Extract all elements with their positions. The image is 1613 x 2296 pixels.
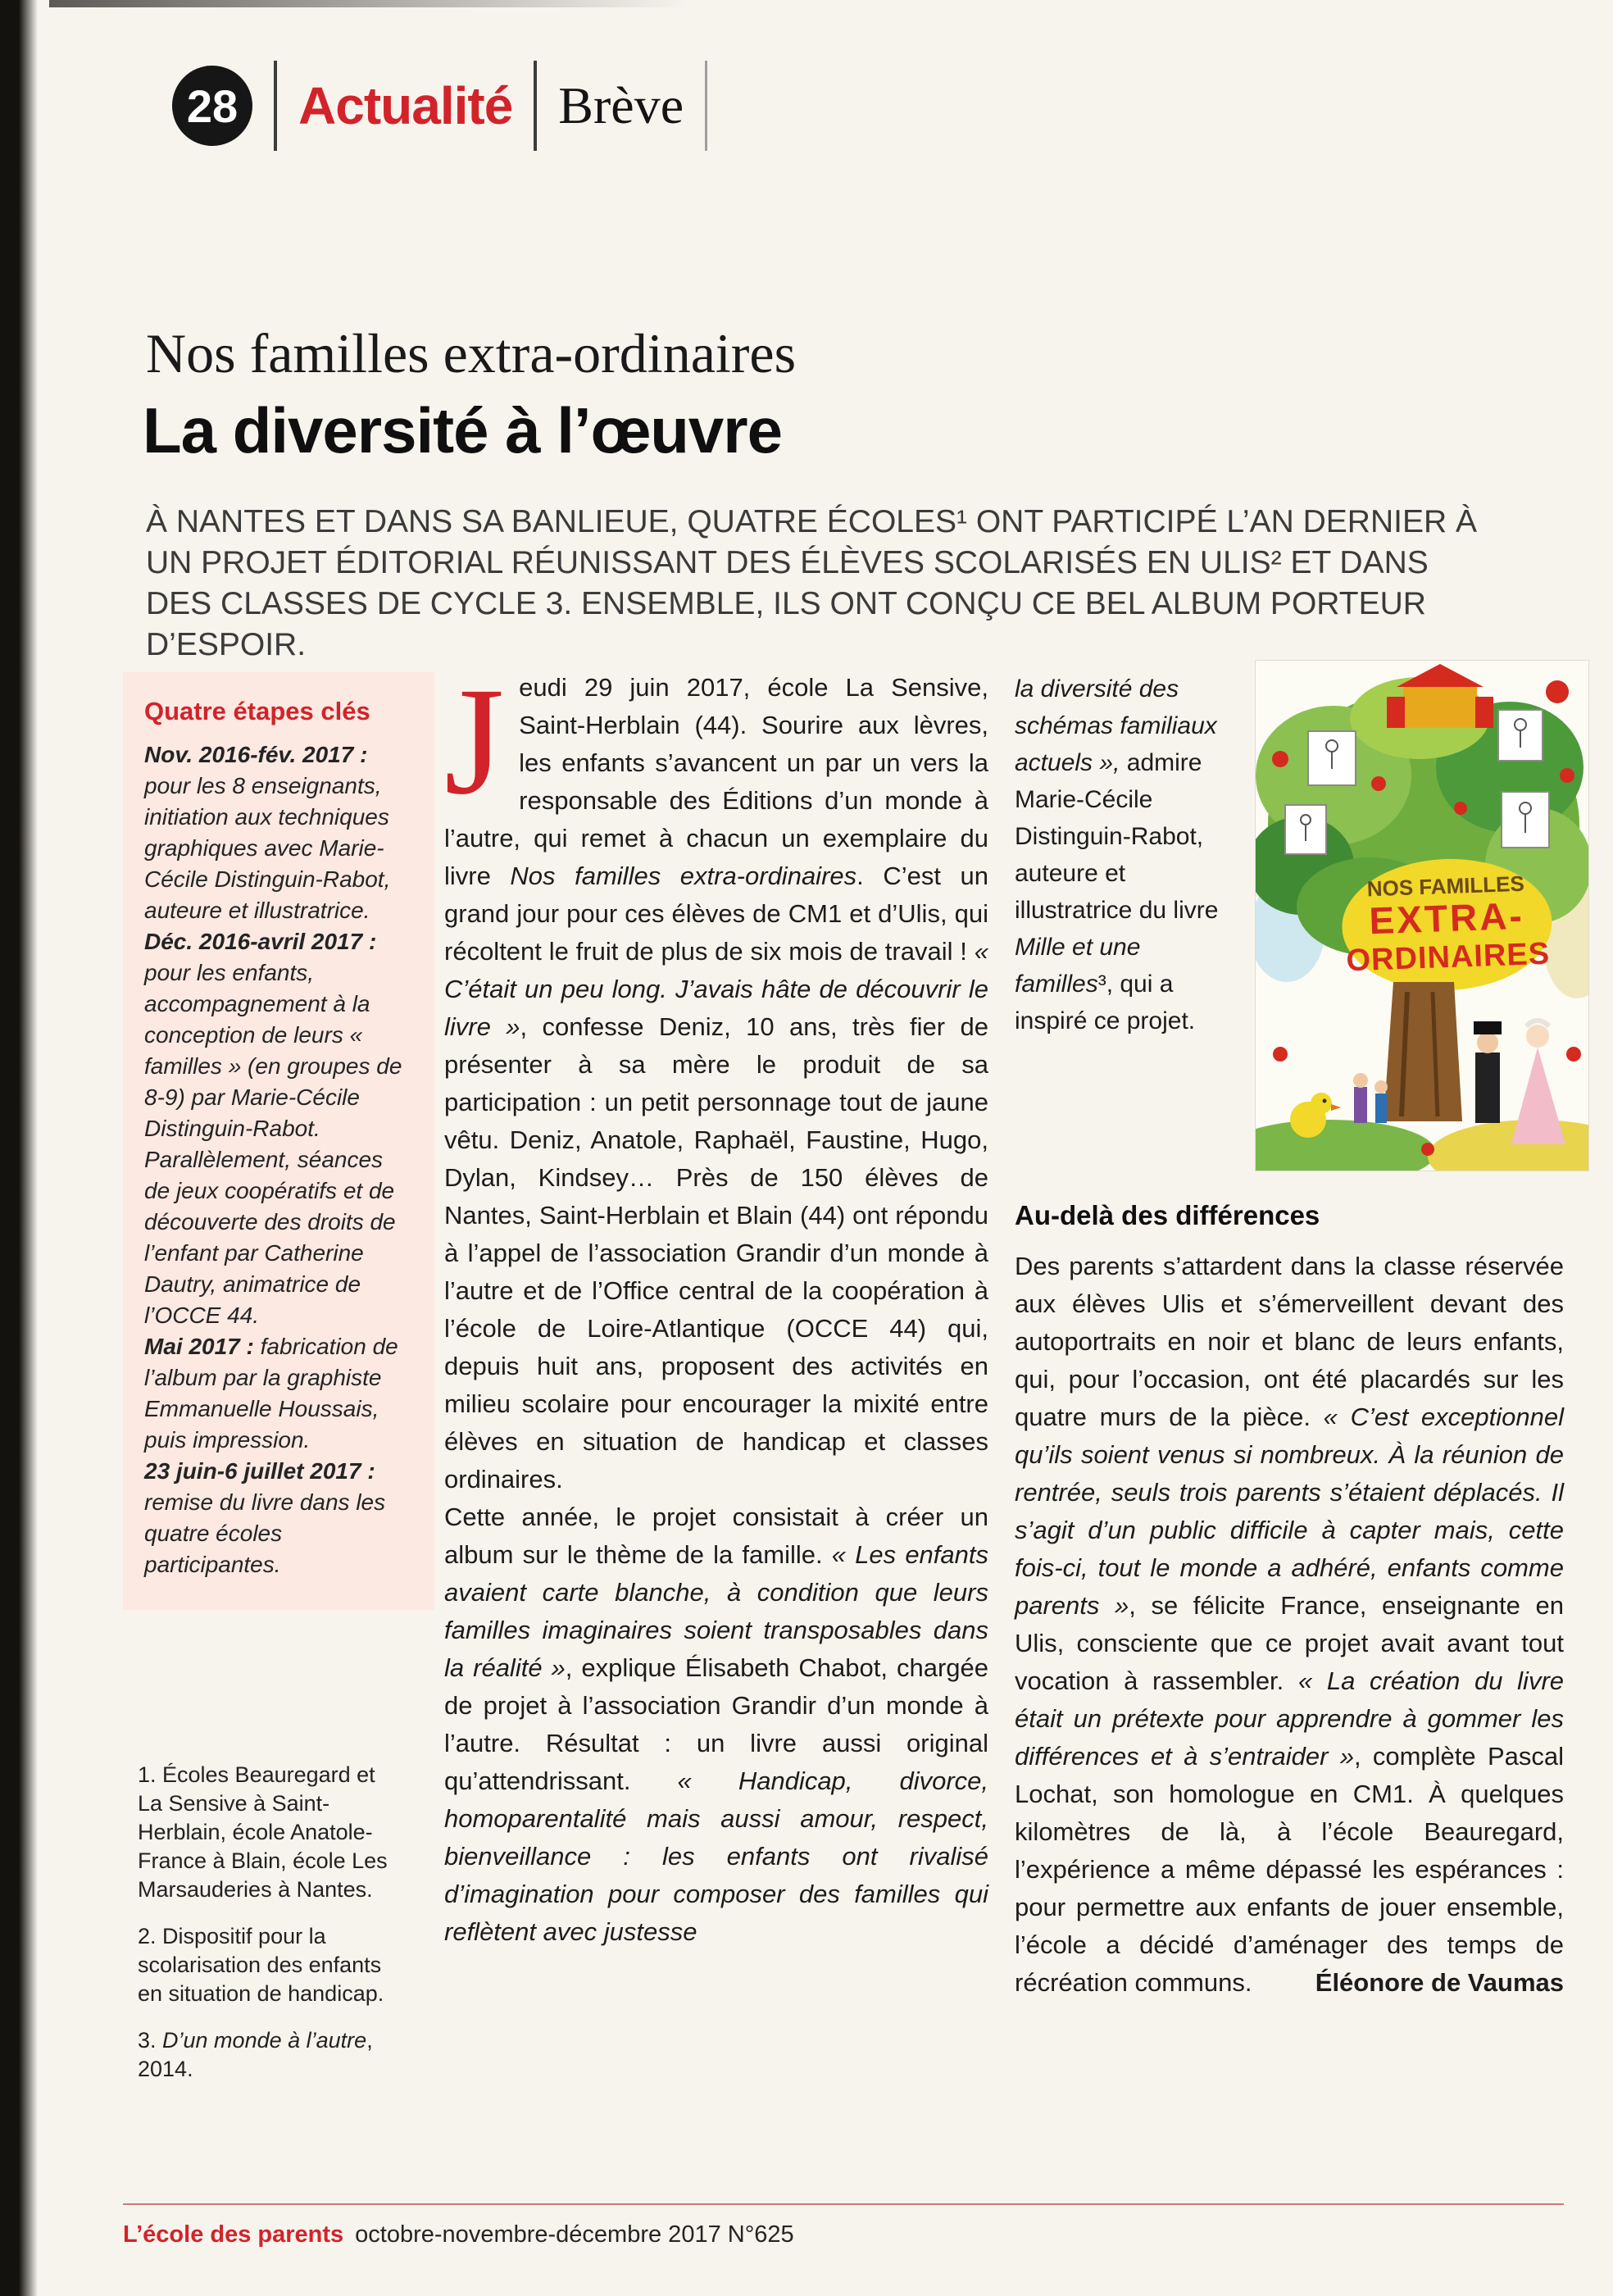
header-divider — [274, 61, 277, 151]
header-divider — [705, 61, 707, 151]
key-steps-paragraph: 23 juin-6 juillet 2017 : remise du livre dans les quatre écoles participantes. — [144, 1458, 386, 1577]
page-footer — [123, 2221, 794, 2248]
drop-cap: J — [444, 655, 505, 826]
scan-artifact — [49, 0, 688, 7]
footnotes — [138, 1761, 393, 2102]
author-byline: Éléonore de Vaumas — [1315, 1968, 1564, 1997]
scan-edge — [0, 0, 38, 2296]
footnote-1: 1. Écoles Beauregard et La Sensive à Saint-Herblain, école Anatole-France à Blain, école Les Marsauderies à Nantes. — [138, 1762, 388, 1902]
tree-trunk — [1384, 982, 1462, 1121]
footnote-2: 2. Dispositif pour la scolarisation des enfants en situation de handicap. — [138, 1924, 384, 2006]
key-steps-box — [123, 672, 434, 1610]
section-label: Actualité — [298, 76, 513, 135]
article-title: La diversité à l’œuvre — [143, 394, 782, 466]
key-steps-paragraph: Déc. 2016-avril 2017 : pour les enfants, accompagnement à la conception de leurs « familles » (en groupes de 8-9) par Marie-Cécile Distinguin-Rabot. Parallèlement, séances de jeux coopératifs et de découverte des droits de l’enfant par Catherine Dautry, animatrice de l’OCCE 44. — [144, 929, 402, 1328]
key-steps-title: Quatre étapes clés — [144, 697, 370, 725]
article-paragraph-2: Cette année, le projet consistait à créer un album sur le thème de la famille. « Les enfants avaient carte blanche, à condition que leurs familles imaginaires soient transposables dans la réalité », explique Élisabeth Chabot, chargée de projet à l’association Grandir d’un monde à l’autre. Résultat : un livre aussi original qu’attendrissant. « Handicap, divorce, homoparentalité mais aussi amour, respect, bienveillance : les enfants ont rivalisé d’imagination pour composer des familles qui reflètent avec justesse — [444, 1503, 989, 1946]
magazine-name: L’école des parents — [123, 2221, 344, 2248]
page-header — [172, 61, 707, 151]
section-paragraph: Des parents s’attardent dans la classe réservée aux élèves Ulis et s’émerveillent devant des autoportraits en noir et blanc de leurs enfants, qui, pour l’occasion, ont été placardés sur les quatre murs de la pièce. « C’est exceptionnel qu’ils soient venus si nombreux. À la réunion de rentrée, seuls trois parents s’étaient déplacés. Il s’agit d’un public difficile à capter mais, cette fois-ci, tout le monde a adhéré, enfants comme parents », se félicite France, enseignante en Ulis, consciente que ce projet avait avant tout vocation à rassembler. « La création du livre était un prétexte pour apprendre à gommer les différences et à s’entraider », complète Pascal Lochat, son homologue en CM1. À quelques kilomètres de là, à l’école Beauregard, l’expérience a même dépassé les espérances : pour permettre aux enfants de jouer ensemble, l’école a décidé d’aménager des temps de récréation communs. — [1015, 1252, 1565, 1997]
key-steps-paragraph: Mai 2017 : fabrication de l’album par la graphiste Emmanuelle Houssais, puis impression. — [144, 1334, 398, 1453]
footnote-3: 3. D’un monde à l’autre, 2014. — [138, 2028, 373, 2081]
issue-info: octobre-novembre-décembre 2017 N°625 — [355, 2221, 794, 2248]
section-heading: Au-delà des différences — [1015, 1200, 1320, 1230]
book-title-line3: ORDINAIRES — [1345, 936, 1551, 979]
book-title-line1: NOS FAMILLES — [1366, 871, 1525, 902]
book-cover-illustration — [1256, 661, 1588, 1171]
article-lede: À NANTES ET DANS SA BANLIEUE, QUATRE ÉCOLES¹ ONT PARTICIPÉ L’AN DERNIER À UN PROJET ÉDITORIAL RÉUNISSANT DES ÉLÈVES SCOLARISÉS EN ULIS² ET DANS DES CLASSES DE CYCLE 3. ENSEMBLE, ILS ONT CONÇU CE BEL ALBUM PORTEUR D’ESPOIR. — [146, 504, 1477, 662]
book-title-line2: EXTRA- — [1368, 893, 1525, 943]
article-column-right-intro: la diversité des schémas familiaux actuels », admire Marie-Cécile Distinguin-Rabot, auteure et illustratrice du livre Mille et une familles³, qui a inspiré ce projet. — [1015, 675, 1219, 1034]
article-column-right-body — [1015, 1248, 1564, 2002]
header-divider — [534, 61, 537, 151]
article-paragraph-1 — [444, 655, 989, 1498]
page-number-badge: 28 — [172, 66, 252, 146]
footer-rule — [123, 2203, 1564, 2205]
paragraph-text: eudi 29 juin 2017, école La Sensive, Saint-Herblain (44). Sourire aux lèvres, les enfants s’avancent un par un vers la responsable des Éditions d’un monde à l’autre, qui remet à chacun un exemplaire du livre Nos familles extra-ordinaires. C’est un grand jour pour ces élèves de CM1 et d’Ulis, qui récoltent le fruit de plus de six mois de travail ! « C’était un peu long. J’avais hâte de découvrir le livre », confesse Deniz, 10 ans, très fier de présenter à sa mère le produit de sa participation : un petit personnage tout de jaune vêtu. Deniz, Anatole, Raphaël, Faustine, Hugo, Dylan, Kindsey… Près de 150 élèves de Nantes, Saint-Herblain et Blain (44) ont répondu à l’appel de l’association Grandir d’un monde à l’autre et de l’Office central de la coopération à l’école de Loire-Atlantique (OCCE 44) qui, depuis huit ans, proposent des activités en milieu scolaire pour encourager la mixité entre élèves en situation de handicap et classes ordinaires. — [444, 673, 989, 1494]
article-column-main — [444, 655, 989, 1951]
article-kicker: Nos familles extra-ordinaires — [146, 322, 797, 384]
key-steps-paragraph: Nov. 2016-fév. 2017 : pour les 8 enseignants, initiation aux techniques graphiques avec Marie-Cécile Distinguin-Rabot, auteure et illustratrice. — [144, 742, 391, 923]
subsection-label: Brève — [558, 76, 684, 134]
